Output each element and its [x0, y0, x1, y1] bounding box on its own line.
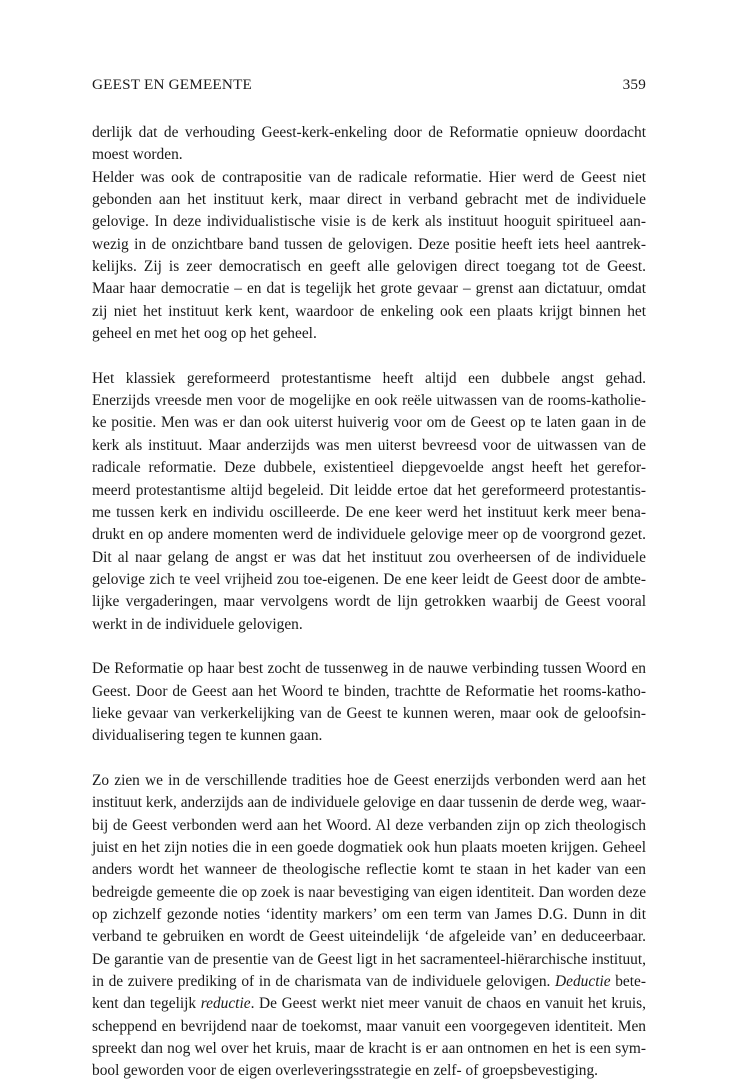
text-line: lieke gevaar van verkerkelijking van de Geest te kunnen weren, maar ook de geloofsin-: [92, 704, 646, 722]
text-line: gelovige zich te veel vrijheid zou toe-eigenen. De ene keer leidt de Geest door de ambte-: [92, 570, 646, 588]
paragraph: [92, 368, 646, 636]
text-line: gelovige. In deze individualistische visie is de kerk als instituut hooguit spiritueel aan-: [92, 213, 646, 231]
emphasis: reductie: [200, 995, 251, 1013]
text-line: Dit al naar gelang de angst er was dat het instituut zou overheersen of de individuele: [92, 548, 646, 566]
text-line: me tussen kerk en individu oscilleerde. De ene keer werd het instituut kerk meer bena-: [92, 503, 646, 521]
text-line: drukt en op andere momenten werd de individuele gelovige meer op de voorgrond gezet.: [92, 526, 646, 544]
text-line: Enerzijds vreesde men voor de mogelijke en ook reële uitwassen van de rooms-katholie-: [92, 392, 646, 410]
text-line: Helder was ook de contrapositie van de radicale reformatie. Hier werd de Geest niet: [92, 168, 646, 186]
text-line: bedreigde gemeente die op zoek is naar bevestiging van eigen identiteit. Dan worden deze: [92, 883, 646, 901]
text-line: Zo zien we in de verschillende tradities hoe de Geest enerzijds verbonden werd aan het: [92, 771, 646, 789]
running-title: GEEST EN GEMEENTE: [92, 76, 253, 93]
text-line: lijke vergaderingen, maar vervolgens wordt de lijn getrokken waarbij de Geest vooral: [92, 593, 646, 611]
paragraph: [92, 770, 646, 1083]
text-line: werkt in de individuele gelovigen.: [92, 615, 303, 633]
text-line: gebonden aan het instituut kerk, maar direct in verband gebracht met de individuele: [92, 191, 646, 209]
text-line: scheppend en bevrijdend naar de toekomst, maar vanuit een voorgegeven identiteit. Men: [92, 1017, 646, 1035]
text-line: instituut kerk, anderzijds aan de individuele gelovige en daar tussenin de derde weg, waar-: [92, 794, 646, 812]
body-text: [92, 122, 646, 1083]
paragraph: [92, 658, 646, 747]
paragraph-gap: [92, 748, 646, 770]
paragraph-gap: [92, 345, 646, 367]
text-line: meerd protestantisme altijd begeleid. Dit leidde ertoe dat het gereformeerd protestantis-: [92, 481, 646, 499]
text-line: Maar haar democratie – en dat is tegelijk het grote gevaar – grenst aan dictatuur, omdat: [92, 280, 646, 298]
text-line: geheel en met het oog op het geheel.: [92, 325, 317, 343]
paragraph: [92, 167, 646, 346]
text-line: in de zuivere prediking of in de charismata van de individuele gelovigen. Deductie bete-: [92, 973, 646, 991]
text-line: kent dan tegelijk reductie. De Geest werkt niet meer vanuit de chaos en vanuit het kruis,: [92, 995, 647, 1013]
paragraph: [92, 122, 646, 167]
text-line: anders wordt het wanneer de theologische reflectie komt te staan in het kader van een: [92, 861, 646, 879]
text-line: bij de Geest verbonden werd aan het Woord. Al deze verbanden zijn op zich theologisch: [92, 816, 646, 834]
text-line: Geest. Door de Geest aan het Woord te binden, trachtte de Reformatie het rooms-katho-: [92, 682, 646, 700]
text-line: kelijks. Zij is zeer democratisch en geeft alle gelovigen direct toegang tot de Geest.: [92, 258, 646, 276]
text-line: moest worden.: [92, 146, 183, 164]
text-line: dividualisering tegen te kunnen gaan.: [92, 727, 323, 745]
text-line: Het klassiek gereformeerd protestantisme heeft altijd een dubbele angst gehad.: [92, 369, 646, 387]
text-line: ke positie. Men was er dan ook uiterst huiverig voor om de Geest op te laten gaan in de: [92, 414, 646, 432]
text-line: De Reformatie op haar best zocht de tussenweg in de nauwe verbinding tussen Woord en: [92, 660, 646, 678]
text-line: radicale reformatie. Deze dubbele, existentieel diepgevoelde angst heeft het gerefor-: [92, 459, 646, 477]
text-line: op zichzelf gezonde noties ‘identity markers’ om een term van James D.G. Dunn in dit: [92, 906, 646, 924]
text-line: juist en het zijn noties die in een goede dogmatiek ook hun plaats moeten krijgen. Geheel: [92, 839, 646, 856]
text-line: kerk als instituut. Maar anderzijds was men uiterst bevreesd voor de uitwassen van de: [92, 436, 646, 454]
text-line: derlijk dat de verhouding Geest-kerk-enkeling door de Reformatie opnieuw doordacht: [92, 124, 646, 141]
text-line: spreekt dan nog wel over het kruis, maar de kracht is er aan ontnomen en het is een sym-: [92, 1040, 646, 1058]
text-line: wezig in de onzichtbare band tussen de gelovigen. Deze positie heeft iets heel aantrek-: [92, 235, 646, 253]
emphasis: Deductie: [555, 973, 611, 991]
text-line: verband te gebruiken en wordt de Geest uiteindelijk ‘de afgeleide van’ en deduceerbaar.: [92, 928, 646, 946]
text-line: bool geworden voor de eigen overleveringsstrategie en zelf- of groepsbevestiging.: [92, 1062, 599, 1080]
text-line: De garantie van de presentie van de Geest ligt in het sacramenteel-hiërarchische instituut,: [92, 950, 646, 968]
page-number: 359: [622, 76, 646, 93]
text-line: zij niet het instituut kerk kent, waardoor de enkeling ook een plaats krijgt binnen het: [92, 302, 646, 320]
paragraph-gap: [92, 636, 646, 658]
running-header: [92, 76, 646, 100]
